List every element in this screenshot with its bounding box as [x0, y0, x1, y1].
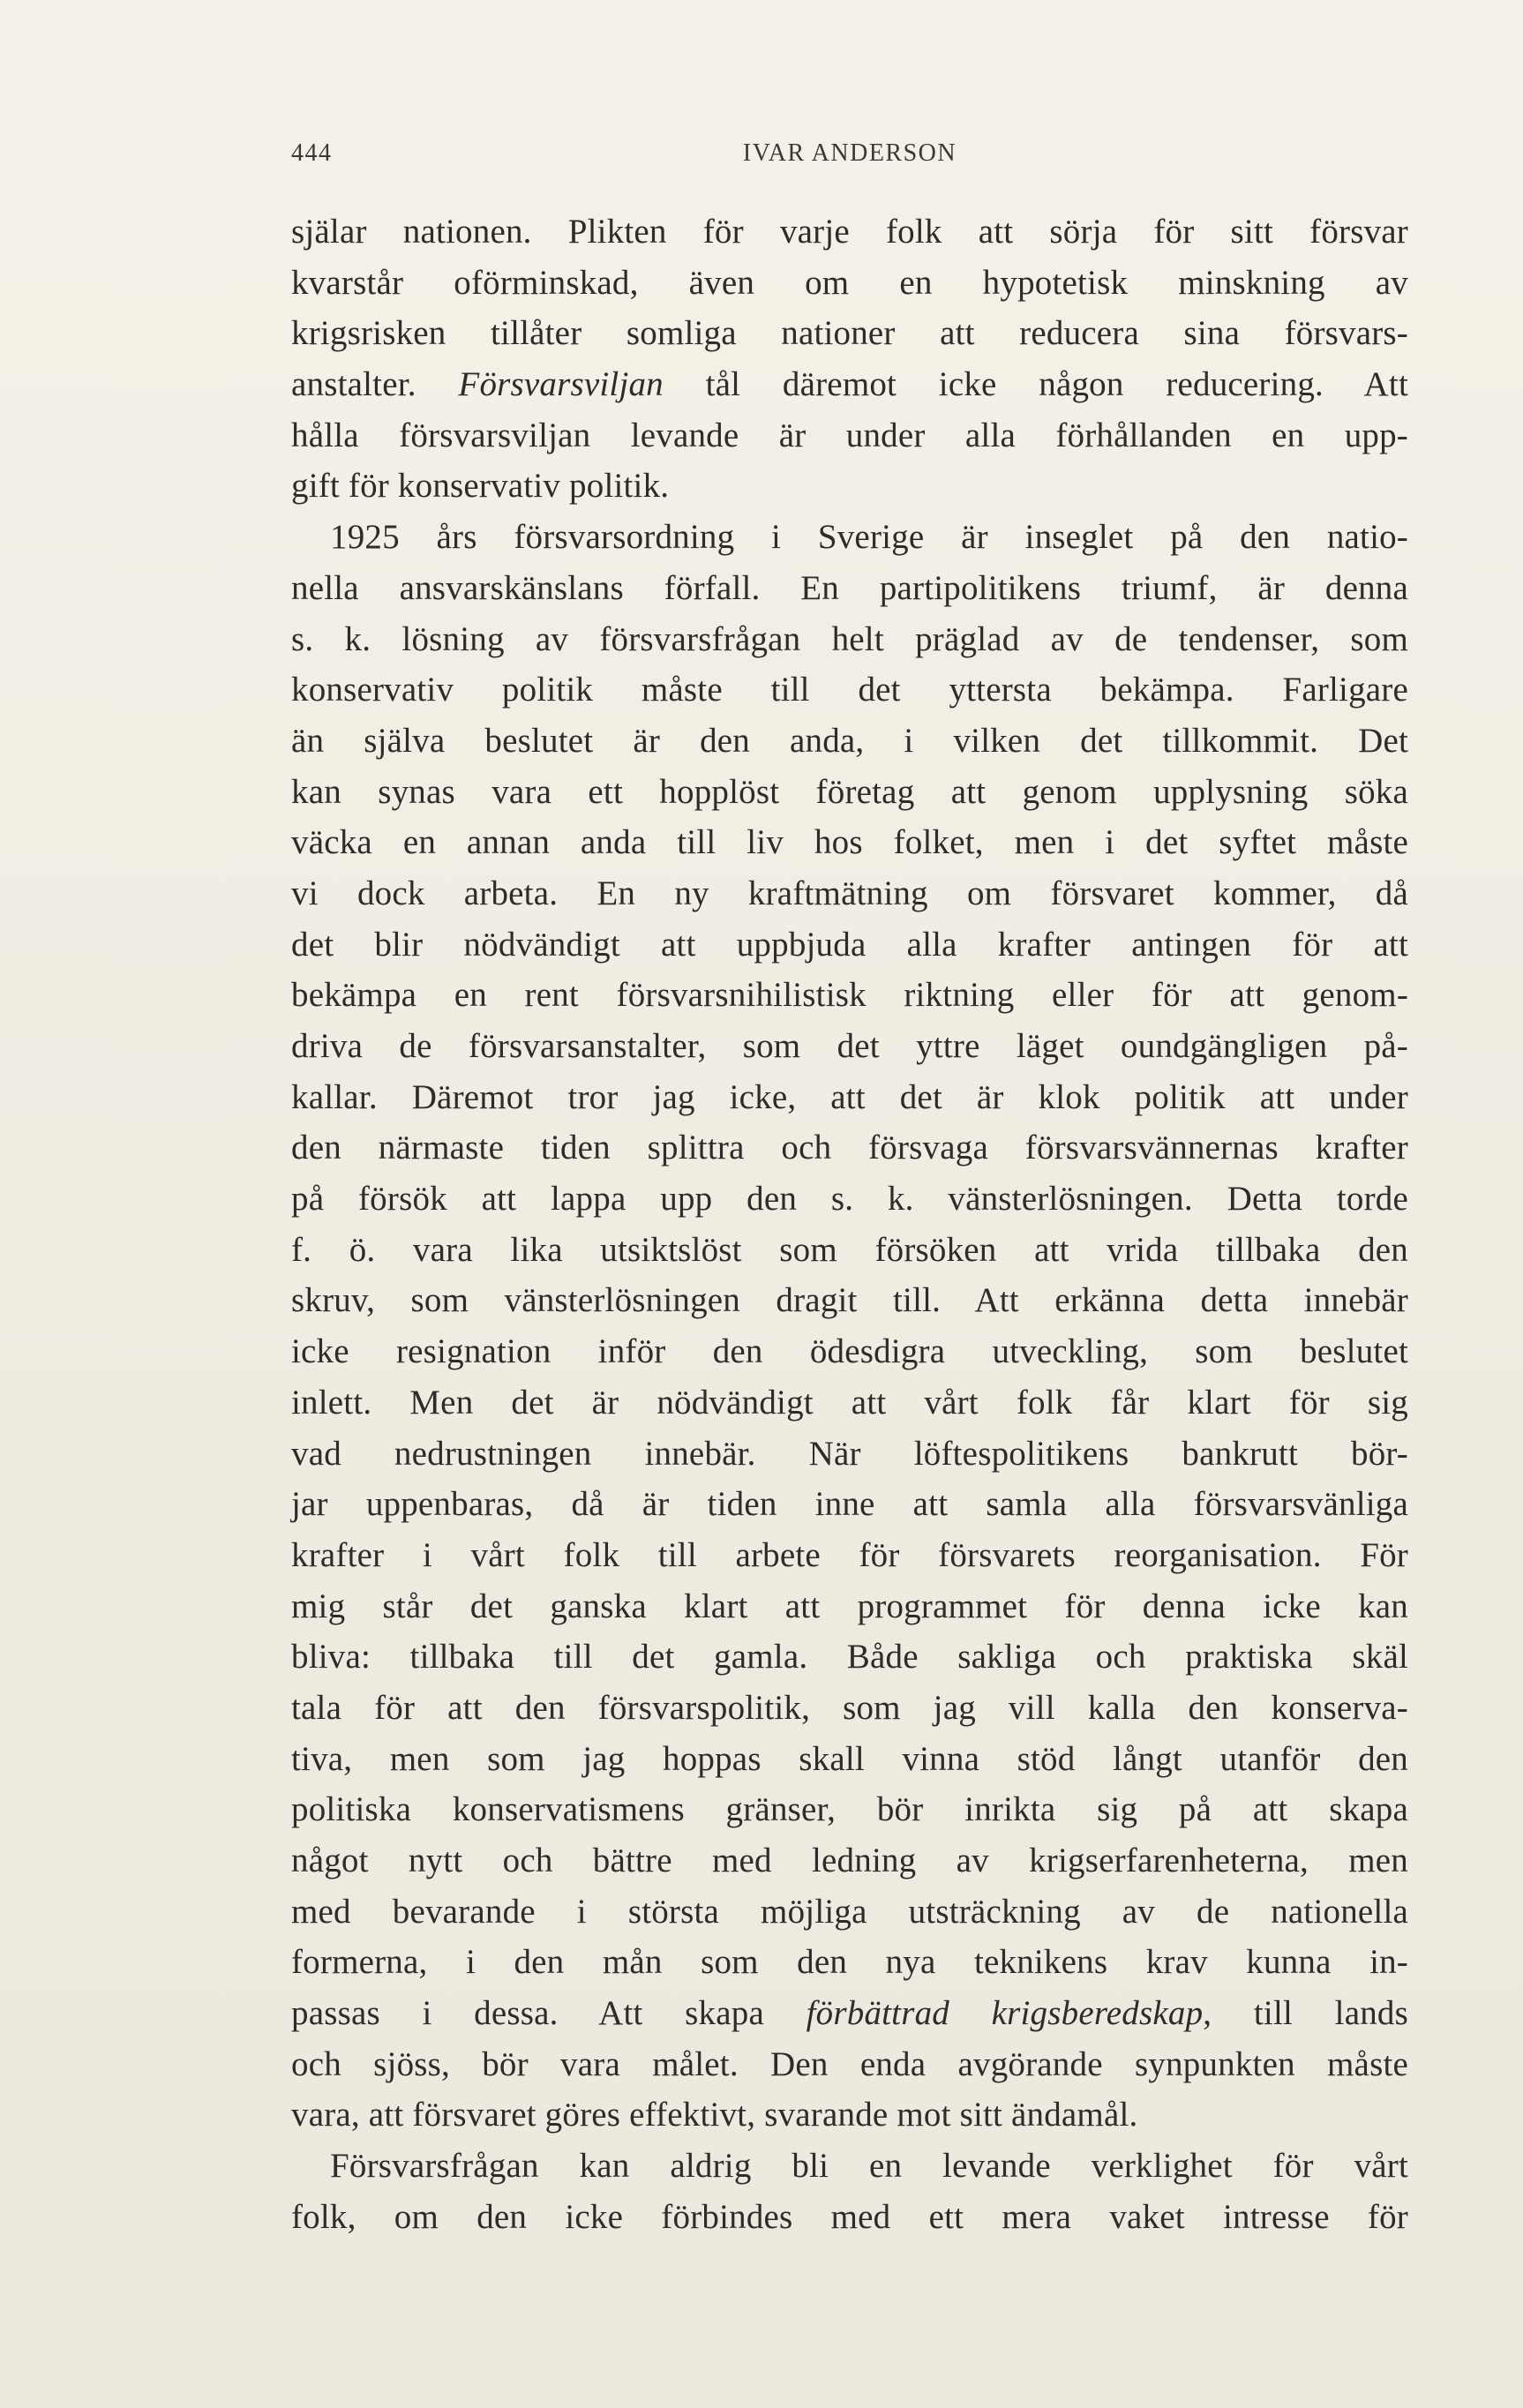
emphasized-text: Försvarsviljan: [458, 365, 664, 404]
text-segment: väcka en annan anda till liv hos folket, men i det syftet måste: [291, 823, 1408, 862]
text-line: [291, 2192, 1408, 2243]
text-line: [291, 1887, 1408, 1938]
text-line: [291, 258, 1408, 309]
text-line: [291, 817, 1408, 868]
text-line: [291, 1479, 1408, 1530]
text-segment: s. k. lösning av försvarsfrågan helt präglad av de tendenser, som: [291, 619, 1408, 658]
text-line: [291, 1174, 1408, 1225]
text-line: [291, 1072, 1408, 1123]
text-segment: nella ansvarskänslans förfall. En partipolitikens triumf, är denna: [291, 568, 1408, 607]
text-line: [291, 2089, 1408, 2141]
text-line: [291, 1377, 1408, 1429]
text-line: [291, 970, 1408, 1021]
text-line: [291, 308, 1408, 359]
text-segment: tiva, men som jag hoppas skall vinna stöd långt utanför den: [291, 1739, 1408, 1778]
text-line: [291, 1429, 1408, 1480]
text-line: [291, 1530, 1408, 1581]
text-segment: kan synas vara ett hopplöst företag att genom upplysning söka: [291, 772, 1408, 811]
text-segment: bliva: tillbaka till det gamla. Både sakliga och praktiska skäl: [291, 1638, 1408, 1677]
text-line: [291, 1784, 1408, 1835]
text-line: [291, 1683, 1408, 1734]
text-segment: mig står det ganska klart att programmet för denna icke kan: [291, 1587, 1408, 1625]
text-line: [291, 1275, 1408, 1326]
text-segment: krigsrisken tillåter somliga nationer att reducera sina försvars-: [291, 314, 1408, 353]
text-segment: tala för att den försvarspolitik, som jag vill kalla den konserva-: [291, 1688, 1408, 1727]
text-segment: det blir nödvändigt att uppbjuda alla krafter antingen för att: [291, 925, 1408, 964]
text-segment: hålla försvarsviljan levande är under alla förhållanden en upp-: [291, 416, 1408, 454]
text-segment: 1925 års försvarsordning i Sverige är inseglet på den natio-: [330, 518, 1408, 557]
text-line: [291, 206, 1408, 258]
text-segment: krafter i vårt folk till arbete för försvarets reorganisation. För: [291, 1535, 1408, 1574]
text-segment: vi dock arbeta. En ny kraftmätning om försvaret kommer, då: [291, 874, 1408, 912]
text-segment: f. ö. vara lika utsiktslöst som försöken att vrida tillbaka den: [291, 1230, 1408, 1269]
text-segment: formerna, i den mån som den nya teknikens krav kunna in-: [291, 1943, 1408, 1982]
text-segment: bekämpa en rent försvarsnihilistisk riktning eller för att genom-: [291, 976, 1408, 1015]
text-segment: jar uppenbaras, då är tiden inne att samla alla försvarsvänliga: [291, 1485, 1408, 1524]
text-segment: gift för konservativ politik.: [291, 467, 670, 506]
text-line: [291, 2141, 1408, 2192]
text-segment: folk, om den icke förbindes med ett mera vaket intresse för: [291, 2197, 1408, 2236]
text-segment: passas i dessa. Att skapa: [291, 1994, 807, 2033]
text-segment: politiska konservatismens gränser, bör inrikta sig på att skapa: [291, 1790, 1408, 1829]
text-line: [291, 1225, 1408, 1276]
text-line: [291, 1021, 1408, 1072]
text-segment: den närmaste tiden splittra och försvaga försvarsvännernas krafter: [291, 1129, 1408, 1167]
text-segment: tål däremot icke någon reducering. Att: [663, 365, 1408, 404]
text-segment: något nytt och bättre med ledning av krigserfarenheterna, men: [291, 1842, 1408, 1879]
text-segment: med bevarande i största möjliga utsträckning av de nationella: [291, 1892, 1408, 1931]
text-segment: , till lands: [1203, 1994, 1408, 2033]
text-line: [291, 359, 1408, 410]
running-head: [291, 139, 1408, 175]
text-line: [291, 1122, 1408, 1174]
text-segment: än själva beslutet är den anda, i vilken det tillkommit. Det: [291, 721, 1408, 760]
text-segment: på försök att lappa upp den s. k. vänsterlösningen. Detta torde: [291, 1180, 1408, 1219]
emphasized-text: förbättrad krigsberedskap: [806, 1994, 1204, 2033]
text-line: [291, 1734, 1408, 1785]
text-segment: icke resignation inför den ödesdigra utveckling, som beslutet: [291, 1332, 1408, 1371]
text-segment: vad nedrustningen innebär. När löftespolitikens bankrutt bör-: [291, 1434, 1408, 1473]
text-segment: Försvarsfrågan kan aldrig bli en levande verklighet för vårt: [330, 2147, 1408, 2186]
text-line: [291, 1937, 1408, 1988]
text-line: [291, 767, 1408, 818]
text-line: [291, 1632, 1408, 1683]
text-segment: och sjöss, bör vara målet. Den enda avgörande synpunkten måste: [291, 2044, 1408, 2083]
text-segment: driva de försvarsanstalter, som det yttre läget oundgängligen på-: [291, 1027, 1408, 1065]
text-line: [291, 919, 1408, 971]
text-segment: konservativ politik måste till det yttersta bekämpa. Farligare: [291, 671, 1408, 709]
text-line: [291, 868, 1408, 919]
text-line: [291, 1988, 1408, 2039]
text-line: [291, 461, 1408, 512]
text-segment: själar nationen. Plikten för varje folk att sörja för sitt försvar: [291, 213, 1408, 251]
body-text: [291, 206, 1408, 2243]
text-segment: inlett. Men det är nödvändigt att vårt folk får klart för sig: [291, 1383, 1408, 1422]
text-line: [291, 664, 1408, 716]
text-segment: skruv, som vänsterlösningen dragit till. Att erkänna detta innebär: [291, 1281, 1408, 1320]
text-line: [291, 563, 1408, 614]
page-number: 444: [291, 139, 333, 167]
text-line: [291, 1835, 1408, 1887]
text-line: [291, 2039, 1408, 2090]
text-line: [291, 512, 1408, 563]
running-title: IVAR ANDERSON: [742, 139, 957, 167]
text-line: [291, 614, 1408, 665]
text-line: [291, 1581, 1408, 1632]
text-segment: kvarstår oförminskad, även om en hypotetisk minskning av: [291, 263, 1408, 302]
text-segment: anstalter.: [291, 365, 459, 404]
text-segment: vara, att försvaret göres effektivt, svarande mot sitt ändamål.: [291, 2096, 1138, 2134]
text-line: [291, 1326, 1408, 1377]
text-line: [291, 410, 1408, 461]
text-segment: kallar. Däremot tror jag icke, att det är klok politik att under: [291, 1077, 1408, 1116]
text-line: [291, 716, 1408, 767]
